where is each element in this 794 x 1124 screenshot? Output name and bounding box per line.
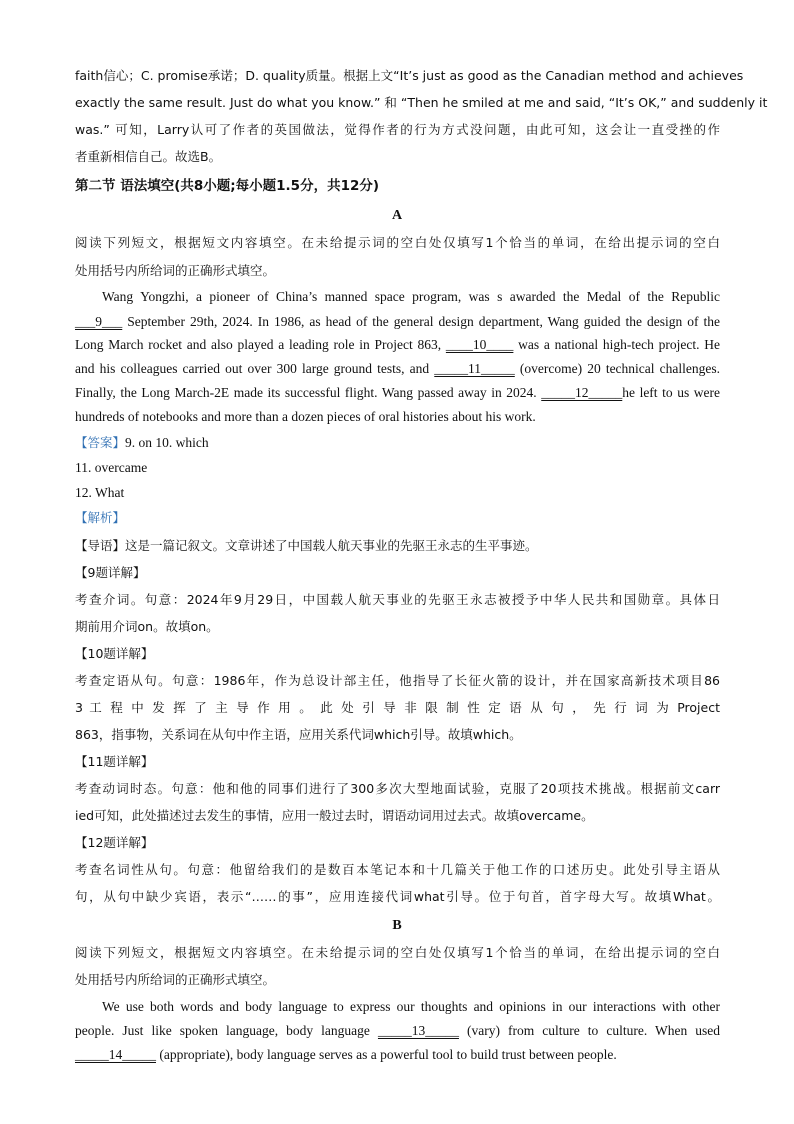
section-title: 第二节 语法填空(共8小题;每小题1.5分，共12分): [75, 178, 380, 194]
q9-label: 【9题详解】: [75, 565, 146, 580]
passage-line: hundreds of notebooks and more than a dozen pieces of oral histories about his work.: [75, 409, 536, 424]
analysis-label: 【解析】: [75, 510, 126, 525]
passage-line: We use both words and body language to express our thoughts and opinions in our interactions with other: [102, 999, 720, 1014]
guide-text: 【导语】这是一篇记叙文。文章讲述了中国载人航天事业的先驱王永志的生平事迹。: [75, 538, 538, 553]
blank-9: ___9___: [75, 314, 123, 329]
explanation-line: 者重新相信自己。故选B。: [75, 149, 222, 164]
passage-line: [75, 360, 720, 378]
passage-line: [75, 1022, 720, 1040]
instruction-line: 阅读下列短文，根据短文内容填空。在未给提示词的空白处仅填写1个恰当的单词，在给出提示词的空白: [75, 945, 720, 960]
q11-detail: 考查动词时态。句意：他和他的同事们进行了300多次大型地面试验，克服了20项技术挑战。根据前文carr: [75, 781, 720, 796]
q9-detail: 期前用介词on。故填on。: [75, 619, 219, 634]
blank-12: _____12_____: [541, 385, 623, 400]
part-b-heading: B: [392, 918, 402, 933]
explanation-line: was.” 可知，Larry认可了作者的英国做法，觉得作者的行为方式没问题，由此可知，这会让一直受挫的作: [75, 122, 720, 137]
passage-line: [75, 384, 720, 402]
explanation-line: exactly the same result. Just do what you know.” 和 “Then he smiled at me and said, “It’s OK,” and suddenly it: [75, 95, 768, 110]
answer-line: 11. overcame: [75, 460, 148, 475]
passage-line: [75, 1046, 720, 1064]
passage-text: and his colleagues carried out over 300 large ground tests, and: [75, 361, 435, 376]
passage-text: he left to us were: [622, 385, 720, 400]
passage-line: [75, 336, 720, 354]
passage-text: Long March rocket and also played a leading role in Project 863,: [75, 337, 446, 352]
q12-label: 【12题详解】: [75, 835, 154, 850]
q10-detail: 863，指事物，关系词在从句中作主语，应用关系代词which引导。故填which。: [75, 727, 522, 742]
passage-line: [75, 313, 720, 331]
passage-text: September 29th, 2024. In 1986, as head of the general design department, Wang guided the design of the: [122, 314, 720, 329]
instruction-line: 处用括号内所给词的正确形式填空。: [75, 263, 276, 278]
q9-detail: 考查介词。句意：2024年9月29日，中国载人航天事业的先驱王永志被授予中华人民共和国勋章。具体日: [75, 592, 720, 607]
answer-line: 12. What: [75, 485, 125, 500]
instruction-line: 阅读下列短文，根据短文内容填空。在未给提示词的空白处仅填写1个恰当的单词，在给出提示词的空白: [75, 235, 720, 250]
instruction-line: 处用括号内所给词的正确形式填空。: [75, 972, 276, 987]
q10-label: 【10题详解】: [75, 646, 154, 661]
q12-detail: 考查名词性从句。句意：他留给我们的是数百本笔记本和十几篇关于他工作的口述历史。此处引导主语从: [75, 862, 720, 877]
q10-detail: 3 工 程 中 发 挥 了 主 导 作 用 。 此 处 引 导 非 限 制 性 定 语 从 句 ， 先 行 词 为 Project: [75, 700, 720, 715]
q11-detail: ied可知，此处描述过去发生的事情，应用一般过去时，谓语动词用过去式。故填overcame。: [75, 808, 594, 823]
explanation-line: faith信心；C. promise承诺；D. quality质量。根据上文“It’s just as good as the Canadian method and achieves: [75, 68, 744, 83]
part-a-heading: A: [391, 208, 403, 223]
blank-14: _____14_____: [75, 1047, 156, 1062]
passage-text: was a national high-tech project. He: [513, 337, 720, 352]
q11-label: 【11题详解】: [75, 754, 154, 769]
passage-text: people. Just like spoken language, body language: [75, 1023, 378, 1038]
blank-13: _____13_____: [377, 1023, 459, 1038]
passage-text: Finally, the Long March-2E made its successful flight. Wang passed away in 2024.: [75, 385, 542, 400]
passage-text: (appropriate), body language serves as a powerful tool to build trust between people.: [156, 1047, 617, 1062]
answer-line: [75, 434, 720, 452]
answer-text: 9. on 10. which: [125, 435, 209, 450]
blank-10: ____10____: [445, 337, 514, 352]
passage-text: (vary) from culture to culture. When used: [458, 1023, 721, 1038]
passage-text: (overcome) 20 technical challenges.: [514, 361, 720, 376]
passage-line: Wang Yongzhi, a pioneer of China’s manned space program, was s awarded the Medal of the Republic: [102, 289, 720, 304]
q10-detail: 考查定语从句。句意：1986年，作为总设计部主任，他指导了长征火箭的设计，并在国家高新技术项目86: [75, 673, 720, 688]
blank-11: _____11_____: [434, 361, 515, 376]
answer-label: 【答案】: [75, 435, 126, 450]
q12-detail: 句，从句中缺少宾语，表示“……的事”，应用连接代词what引导。位于句首，首字母大写。故填What。: [75, 889, 720, 904]
